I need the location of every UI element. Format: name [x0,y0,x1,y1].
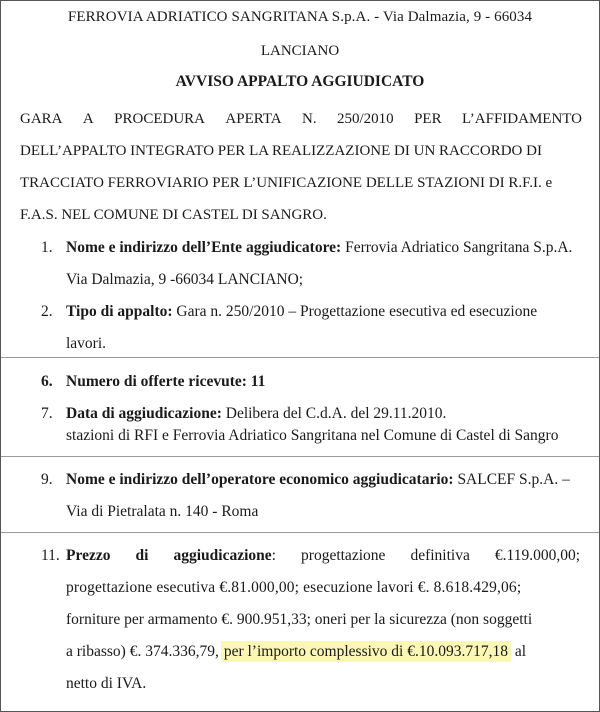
section-divider [1,456,599,457]
price-line-3: forniture per armamento €. 900.951,33; oneri per la sicurezza (non soggetti [66,611,533,628]
item-number: 1. [41,239,53,256]
item-label: Nome e indirizzo dell’Ente aggiudicatore: [66,239,342,256]
company-city: LANCIANO [260,43,340,59]
item-line [66,405,446,423]
company-header: FERROVIA ADRIATICO SANGRITANA S.p.A. - Via Dalmazia, 9 - 66034 [67,9,533,25]
item-line [66,373,265,391]
item-continuation: Via di Pietralata n. 140 - Roma [66,503,259,520]
intro-line-1 [20,111,582,128]
item-line [66,471,570,489]
intro-word: GARA [20,111,63,127]
item-number: 11. [41,547,60,564]
item-number: 2. [41,303,53,320]
item-line [66,303,537,321]
intro-word: APERTA [225,111,282,127]
item-text: al [510,643,527,660]
item-label: Prezzo [66,547,111,564]
item-line [66,239,572,257]
item-text: €.119.000,00; [494,547,580,564]
intro-word: PROCEDURA [114,111,205,127]
item-label: Nome e indirizzo dell’operatore economico aggiudicatario: [66,471,454,488]
intro-line-2: DELL’APPALTO INTEGRATO PER LA REALIZZAZIONE DI UN RACCORDO DI [20,143,542,159]
item-number: 6. [41,373,53,390]
item-continuation: stazioni di RFI e Ferrovia Adriatico Sangritana nel Comune di Castel di Sangro [66,427,559,444]
item-text: : [271,547,276,564]
item-number: 7. [41,405,53,422]
item-text: a ribasso) €. 374.336,79, [66,643,219,660]
price-line-2: progettazione esecutiva €.81.000,00; esecuzione lavori €. 8.618.429,06; [66,579,522,596]
item-label: Tipo di appalto: [66,303,173,320]
item-number: 9. [41,471,53,488]
price-line-5: netto di IVA. [66,675,147,692]
item-label: Numero di offerte ricevute: 11 [66,373,266,390]
item-text: Delibera del C.d.A. del 29.11.2010. [221,405,447,422]
item-text: definitiva [410,547,470,564]
item-text: progettazione [301,547,386,564]
intro-line-4: F.A.S. NEL COMUNE DI CASTEL DI SANGRO. [20,207,327,223]
item-continuation: lavori. [66,335,107,352]
notice-title: AVVISO APPALTO AGGIUDICATO [175,73,425,90]
item-label: di [135,547,149,564]
price-line-1 [66,547,580,565]
intro-word: A [82,111,94,127]
item-label: aggiudicazione [173,547,272,564]
section-divider [1,532,599,533]
item-continuation: Via Dalmazia, 9 -66034 LANCIANO; [66,271,304,288]
section-divider [1,357,599,358]
item-text: SALCEF S.p.A. – [453,471,570,488]
item-text: Ferrovia Adriatico Sangritana S.p.A. [341,239,573,256]
intro-word: PER [414,111,442,127]
intro-word: L’AFFIDAMENTO [461,111,582,127]
item-label: Data di aggiudicazione: [66,405,222,422]
total-amount-highlight: per l’importo complessivo di €.10.093.717,18 [221,641,511,662]
item-text: Gara n. 250/2010 – Progettazione esecutiva ed esecuzione [172,303,538,320]
intro-word: N. [302,111,317,127]
price-line-4 [66,643,526,661]
intro-word: 250/2010 [337,111,394,127]
intro-line-3: TRACCIATO FERROVIARIO PER L’UNIFICAZIONE DELLE STAZIONI DI R.F.I. e [20,175,553,191]
